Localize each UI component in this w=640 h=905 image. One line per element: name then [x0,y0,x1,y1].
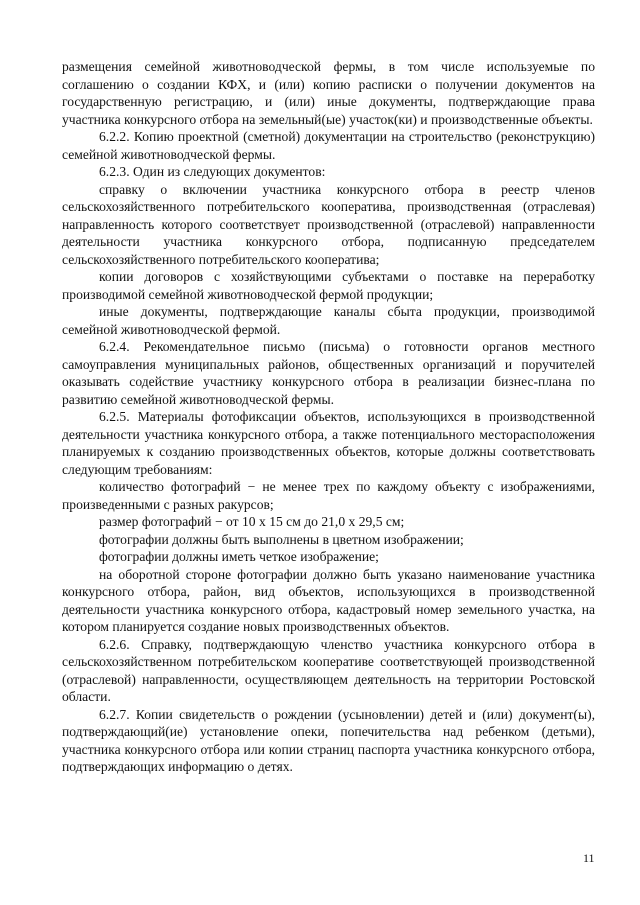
list-item-photo-size: размер фотографий − от 10 х 15 см до 21,0 х 29,5 см; [99,514,405,529]
paragraph-continuation: размещения семейной животноводческой фермы, в том числе используемые по соглашению о создании КФХ, и (или) копию расписки о получении документов на государственную регистрацию, и (или) иные документы, подтверждающие права участника конкурсного отбора на земельный(ые) участок(ки) и производственные объекты. [62,59,595,127]
list-item-photo-reverse: на оборотной стороне фотографии должно быть указано наименование участника конкурсного отбора, район, вид объектов, использующихся в производственной деятельности участника конкурсного отбора, кадастровый номер земельного участка, на котором планируется создание новых производственных объектов. [62,566,595,634]
list-item-other-documents: иные документы, подтверждающие каналы сбыта продукции, производимой семейной животноводческой фермой. [62,304,595,337]
paragraph-6-2-2: 6.2.2. Копию проектной (сметной) документации на строительство (реконструкцию) семейной животноводческой фермы. [62,129,595,162]
list-item-cooperative-certificate: справку о включении участника конкурсного отбора в реестр членов сельскохозяйственного потребительского кооператива, производственная (отраслевая) направленность которого соответствует производственной (отраслевой) направленности деятельности участника конкурсного отбора, подписанную председателем сельскохозяйственного потребительского кооператива; [62,181,595,267]
list-item-photo-color: фотографии должны быть выполнены в цветном изображении; [99,531,464,547]
page-number: 11 [583,851,595,865]
paragraph-6-2-3: 6.2.3. Один из следующих документов: [99,164,326,179]
document-body [62,58,595,776]
list-item-contracts: копии договоров с хозяйствующими субъектами о поставке на переработку производимой семейной животноводческой фермой продукции; [62,269,595,302]
list-item-photo-clarity: фотографии должны иметь четкое изображение; [99,549,379,564]
paragraph-6-2-6: 6.2.6. Справку, подтверждающую членство участника конкурсного отбора в сельскохозяйственном потребительском кооперативе соответствующей производственной (отраслевой) направленности, осуществляющем деятельность на территории Ростовской области. [62,636,595,704]
paragraph-6-2-7: 6.2.7. Копии свидетельств о рождении (усыновлении) детей и (или) документ(ы), подтверждающий(ие) установление опеки, попечительства над ребенком (детьми), участника конкурсного отбора или копии страниц паспорта участника конкурсного отбора, подтверждающих информацию о детях. [62,706,595,774]
list-item-photo-count: количество фотографий − не менее трех по каждому объекту с изображениями, произведенными с разных ракурсов; [62,479,595,512]
paragraph-6-2-4: 6.2.4. Рекомендательное письмо (письма) о готовности органов местного самоуправления муниципальных районов, общественных организаций и поручителей оказывать содействие участнику конкурсного отбора в реализации бизнес-плана по развитию семейной животноводческой фермы. [62,339,595,407]
paragraph-6-2-5: 6.2.5. Материалы фотофиксации объектов, использующихся в производственной деятельности участника конкурсного отбора, а также потенциального месторасположения планируемых к созданию производственных объектов, которые должны соответствовать следующим требованиям: [62,409,595,477]
